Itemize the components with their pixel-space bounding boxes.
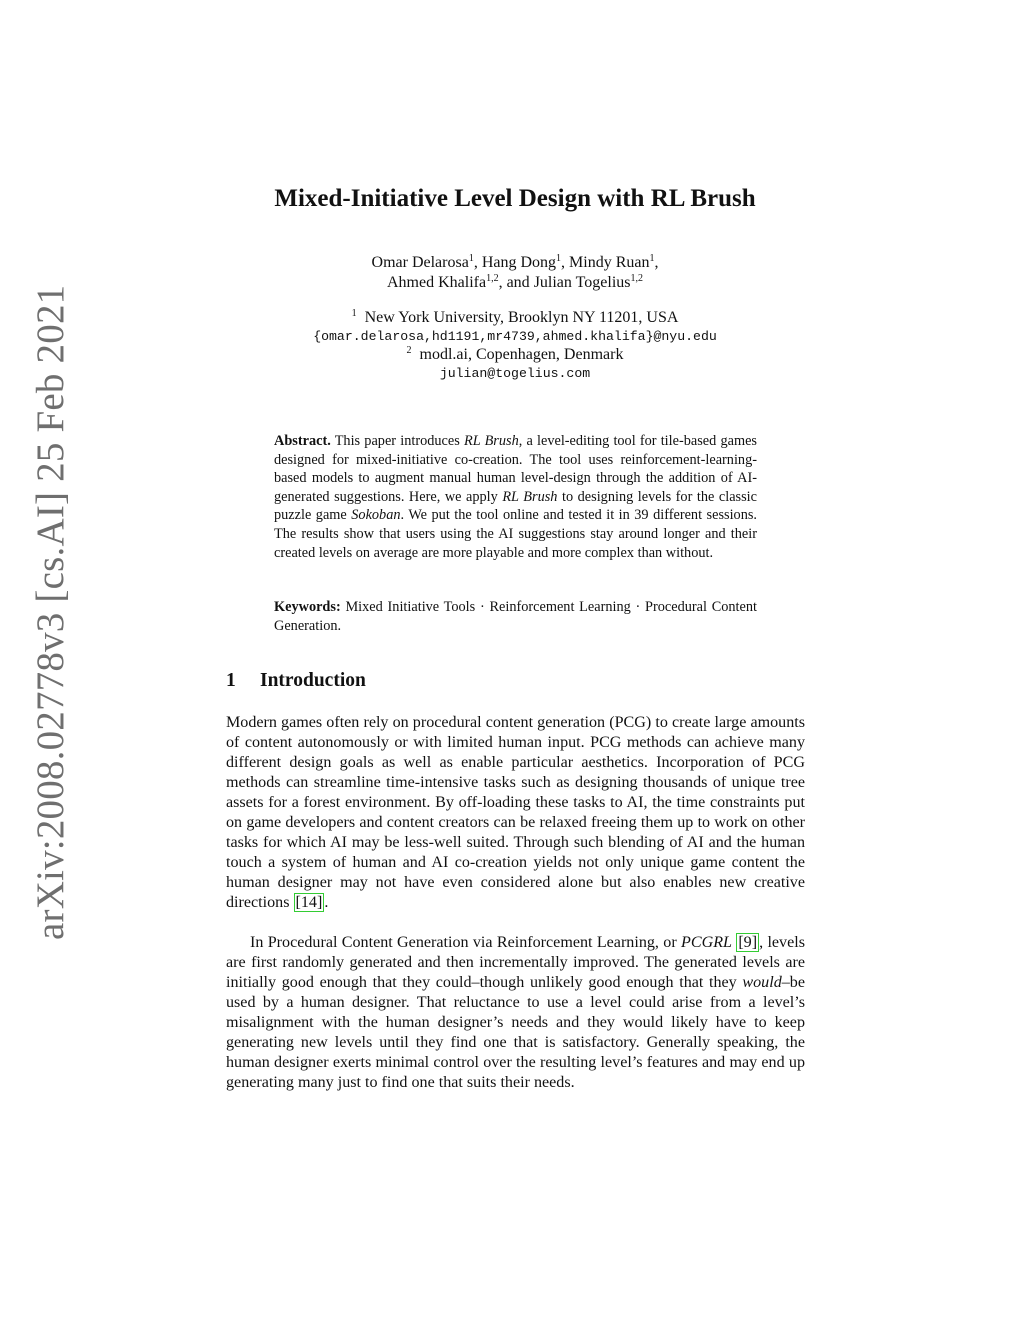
abstract-emphasis: RL Brush (502, 488, 558, 505)
author-list (0, 253, 1024, 293)
author-name: Ahmed Khalifa (387, 274, 487, 291)
author-affil-mark: 1,2 (486, 273, 499, 284)
abstract (274, 432, 757, 562)
author-affil-mark: 1 (556, 253, 562, 264)
arxiv-id: arXiv:2008.02778v3 [cs.AI] 25 Feb 2021 (29, 284, 72, 940)
paragraph-text: In Procedural Content Generation via Reinforcement Learning, or (250, 934, 682, 951)
affiliation-number: 1 (351, 308, 357, 319)
author-affil-mark: 1 (649, 253, 655, 264)
affiliation-1-emails (0, 327, 1024, 346)
affiliation-2 (0, 346, 1024, 364)
affiliations (0, 309, 1024, 383)
author-conjunction: , and (498, 274, 534, 291)
section-number: 1 (226, 670, 236, 691)
paragraph-emphasis: would (742, 974, 782, 991)
author-name: Hang Dong (481, 254, 557, 271)
abstract-text: , a level-editing tool for tile-based games designed for mixed-initiative co-creation. The tool uses reinforcement-learning-based models to augment manual human level-design through the addition of AI-generated suggestions. Here, we apply (274, 433, 757, 505)
email-link[interactable]: julian@togelius.com (439, 366, 591, 381)
intro-paragraph-1 (226, 713, 805, 913)
affiliation-number: 2 (406, 345, 412, 356)
intro-paragraph-2 (226, 933, 805, 1093)
author-name: Julian Togelius (533, 274, 631, 291)
author-name: Mindy Ruan (569, 254, 650, 271)
keywords-label: Keywords: (274, 599, 341, 615)
affiliation-1 (0, 309, 1024, 327)
author-line-2 (0, 273, 1024, 293)
abstract-text: This paper introduces (330, 433, 464, 449)
paragraph-text: , levels are first randomly generated and then incrementally improved. The generated levels are initially good enough that they could–though unlikely good enough that they (226, 934, 805, 991)
paragraph-text: . (324, 894, 329, 911)
author-affil-mark: 1,2 (630, 273, 643, 284)
keywords (274, 598, 757, 635)
affiliation-name: modl.ai, Copenhagen, Denmark (419, 346, 624, 363)
affiliation-name: New York University, Brooklyn NY 11201, USA (364, 309, 679, 326)
citation-link[interactable]: [9] (738, 934, 758, 951)
abstract-text: to designing levels for the classic puzzle game (274, 488, 757, 524)
section-title: Introduction (260, 670, 366, 691)
paragraph-text: Modern games often rely on procedural content generation (PCG) to create large amounts of content autonomously or with limited human input. PCG methods can achieve many different design goals as well as enable particular aesthetics. Incorporation of PCG methods can streamline time-intensive tasks such as designing thousands of unique tree assets for a forest environment. By off-loading these tasks to AI, the time constraints put on game developers and content creators can be relaxed freeing them up to work on other tasks for which AI may be less-well suited. Through such blending of AI and the human touch a system of human and AI co-creation yields not only unique game content the human designer may not have even considered alone but also enables new creative directions (226, 714, 805, 911)
citation-link[interactable]: [14] (295, 894, 323, 911)
paragraph-text: –be used by a human designer. That reluctance to use a level could arise from a level’s misalignment with the human designer’s needs and they would likely have to keep generating new levels until they find one that is satisfactory. Generally speaking, the human designer exerts minimal control over the resulting level’s features and may end up generating many just to find one that suits their needs. (226, 974, 805, 1091)
affiliation-2-email (0, 364, 1024, 383)
paragraph-emphasis: PCGRL (681, 934, 732, 951)
author-name: Omar Delarosa (371, 254, 469, 271)
abstract-label: Abstract. (274, 433, 331, 449)
section-heading (226, 670, 366, 692)
arxiv-stamp (0, 0, 72, 940)
author-affil-mark: 1 (468, 253, 474, 264)
keywords-text: Mixed Initiative Tools · Reinforcement Learning · Procedural Content Generation. (274, 599, 757, 634)
email-link[interactable]: {omar.delarosa,hd1191,mr4739,ahmed.khalifa}@nyu.edu (313, 329, 717, 344)
abstract-emphasis: Sokoban (351, 507, 401, 524)
author-line-1: Omar Delarosa$^1$, Hang Dong$^1$, Mindy Ruan$^1$, (371, 253, 659, 271)
abstract-text: . We put the tool online and tested it in 39 different sessions. The results show that users using the AI suggestions stay around longer and their created levels on average are more playable and more complex than without. (274, 507, 757, 561)
abstract-emphasis: RL Brush (463, 433, 519, 449)
paper-title: Mixed-Initiative Level Design with RL Brush (274, 185, 756, 212)
